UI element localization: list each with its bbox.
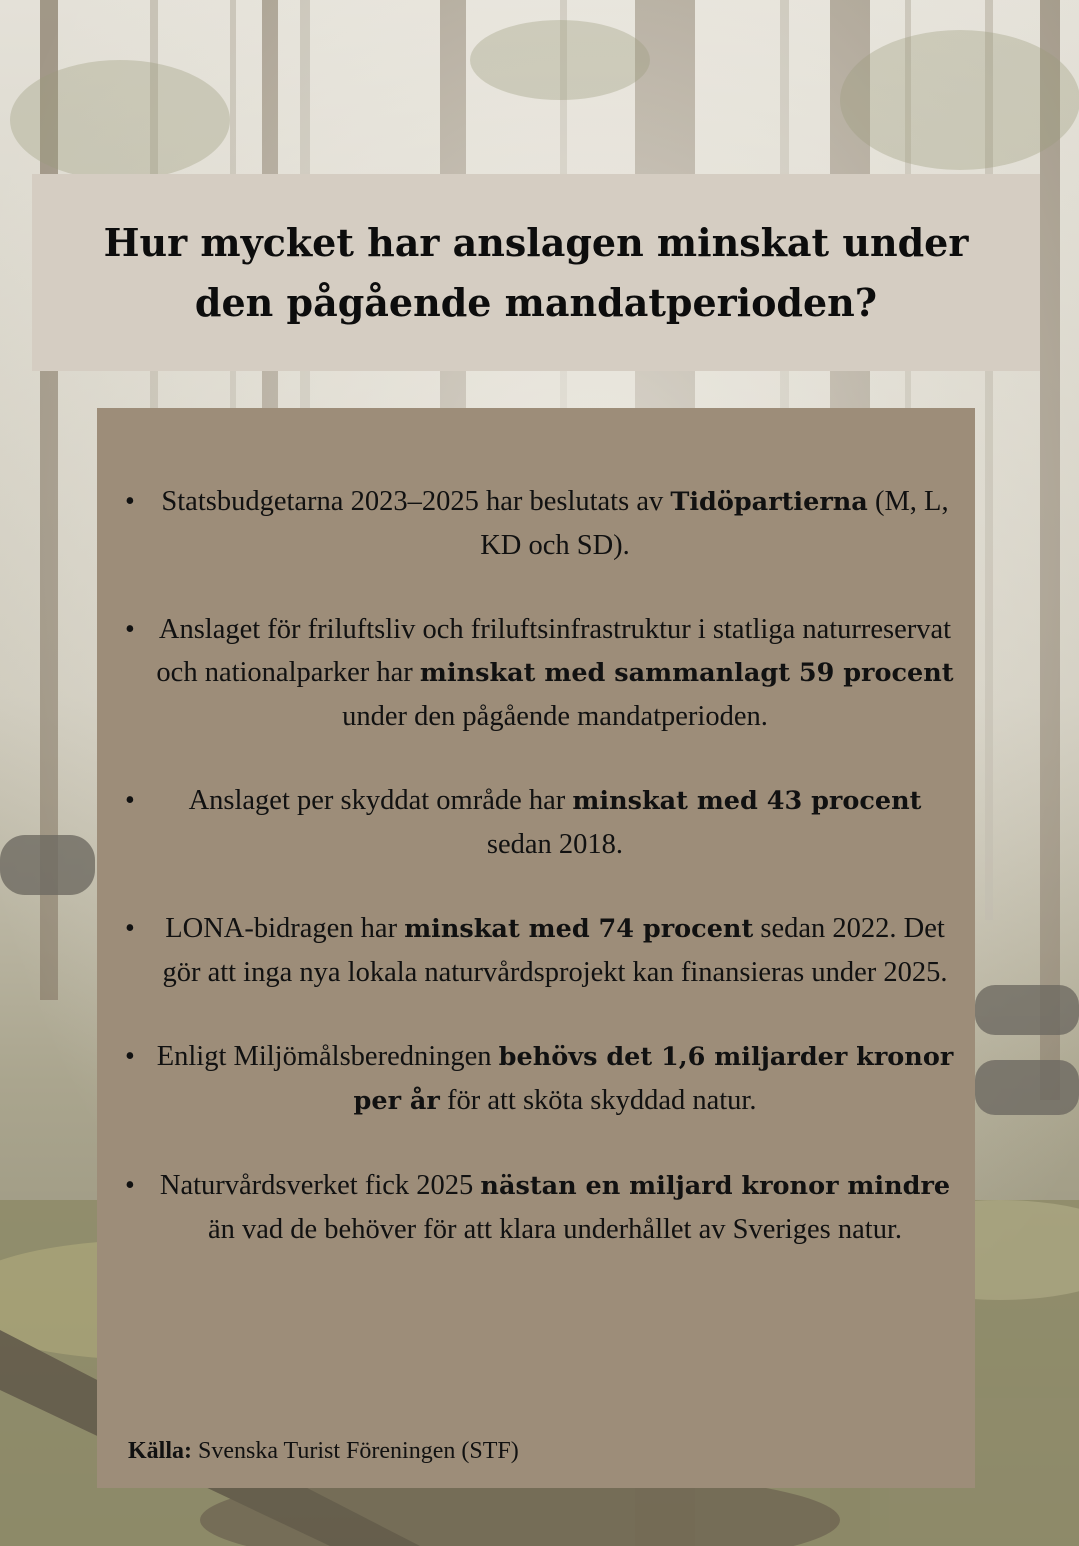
list-item xyxy=(97,1035,975,1123)
bullet-dot-icon: • xyxy=(125,913,135,944)
bullet-text: än vad de behöver för att klara underhållet av Sveriges natur. xyxy=(207,1214,903,1245)
bullet-text: sedan 2022. Det gör att inga nya lokala naturvårdsprojekt kan finansieras under 2025. xyxy=(162,913,948,988)
bullet-emphasis: Tidöpartierna xyxy=(670,487,868,517)
bullet-text: Naturvårdsverket fick 2025 xyxy=(159,1170,481,1201)
bullet-text: under den pågående mandatperioden. xyxy=(342,701,768,732)
bullet-list xyxy=(97,480,975,1292)
source-line xyxy=(128,1435,519,1467)
list-item xyxy=(97,480,975,567)
bullet-dot-icon: • xyxy=(125,614,135,645)
bullet-dot-icon: • xyxy=(125,785,135,816)
bullet-emphasis: behövs det 1,6 miljarder kronor per år xyxy=(353,1042,954,1116)
bullet-text: Enligt Miljömålsberedningen xyxy=(156,1041,499,1072)
bullet-text: Anslaget för friluftsliv och friluftsinfrastruktur i statliga naturreservat och nationalparker har xyxy=(156,614,952,688)
bullet-text: sedan 2018. xyxy=(486,829,624,860)
bullet-dot-icon: • xyxy=(125,1170,135,1201)
bullet-emphasis: minskat med sammanlagt 59 procent xyxy=(419,658,954,688)
bullet-dot-icon: • xyxy=(125,486,135,517)
list-item xyxy=(97,1164,975,1251)
bullet-text: (M, L, KD och SD). xyxy=(480,486,949,561)
bullet-emphasis: nästan en miljard kronor mindre xyxy=(480,1171,951,1201)
list-item xyxy=(97,608,975,738)
source-label: Källa: xyxy=(128,1438,192,1464)
bullet-emphasis: minskat med 74 procent xyxy=(404,914,754,944)
bullet-dot-icon: • xyxy=(125,1041,135,1072)
list-item xyxy=(97,779,975,866)
list-item xyxy=(97,907,975,994)
bullet-text: Statsbudgetarna 2023–2025 har beslutats av xyxy=(161,486,671,517)
bullet-emphasis: minskat med 43 procent xyxy=(572,786,922,816)
content-box xyxy=(97,408,975,1488)
bullet-text: LONA-bidragen har xyxy=(165,913,405,944)
bullet-text: Anslaget per skyddat område har xyxy=(188,785,573,816)
title-box xyxy=(32,174,1040,371)
bullet-text: för att sköta skyddad natur. xyxy=(439,1085,757,1116)
page-title: Hur mycket har anslagen minskat under den pågående mandatperioden? xyxy=(103,219,969,325)
source-text: Svenska Turist Föreningen (STF) xyxy=(192,1438,519,1464)
